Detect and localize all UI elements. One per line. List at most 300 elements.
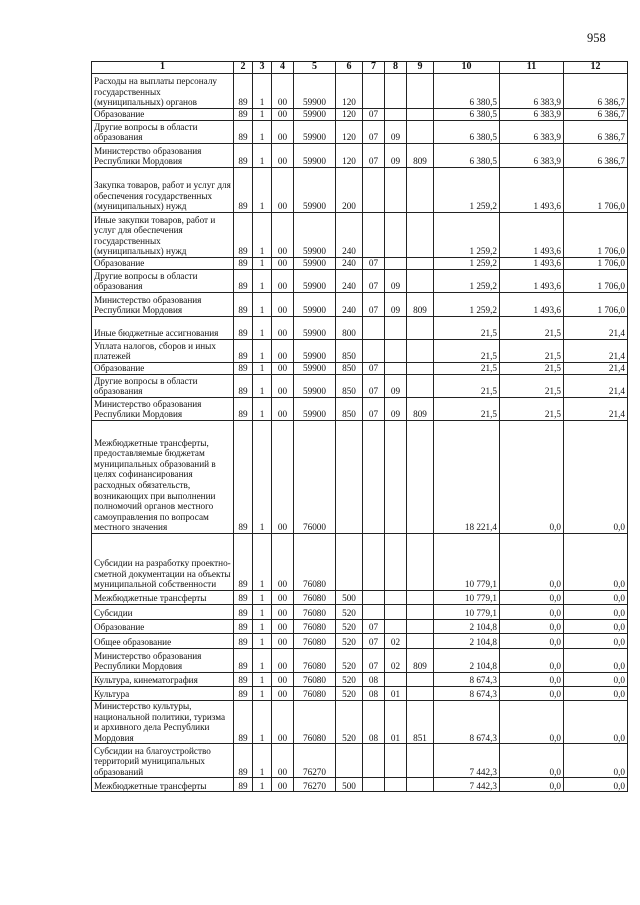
row-value-cell bbox=[407, 121, 434, 144]
row-value-cell bbox=[407, 168, 434, 213]
row-value-cell: 21,4 bbox=[564, 363, 628, 375]
row-value-cell: 89 bbox=[234, 363, 253, 375]
row-value-cell: 21,5 bbox=[434, 340, 500, 363]
row-value-cell: 120 bbox=[336, 109, 363, 121]
row-label-cell: Уплата налогов, сборов и иных платежей bbox=[92, 340, 234, 363]
header-cell: 7 bbox=[363, 62, 385, 74]
row-value-cell: 120 bbox=[336, 74, 363, 109]
row-value-cell: 800 bbox=[336, 317, 363, 340]
row-value-cell: 200 bbox=[336, 168, 363, 213]
table-row bbox=[92, 121, 628, 144]
row-value-cell: 2 104,8 bbox=[434, 620, 500, 634]
row-value-cell: 0,0 bbox=[500, 591, 564, 605]
row-value-cell: 07 bbox=[363, 363, 385, 375]
row-value-cell bbox=[363, 778, 385, 792]
row-value-cell bbox=[363, 591, 385, 605]
row-value-cell: 850 bbox=[336, 398, 363, 421]
row-value-cell: 1 493,6 bbox=[500, 213, 564, 258]
row-value-cell: 0,0 bbox=[500, 634, 564, 649]
row-label-cell: Другие вопросы в области образования bbox=[92, 375, 234, 398]
row-value-cell: 18 221,4 bbox=[434, 421, 500, 534]
row-value-cell bbox=[407, 109, 434, 121]
row-label-cell: Межбюджетные трансферты bbox=[92, 591, 234, 605]
row-value-cell: 00 bbox=[272, 270, 294, 293]
row-value-cell: 02 bbox=[385, 649, 407, 673]
row-value-cell: 0,0 bbox=[500, 605, 564, 620]
row-value-cell: 76080 bbox=[294, 673, 336, 687]
row-value-cell bbox=[363, 213, 385, 258]
table-row bbox=[92, 375, 628, 398]
row-value-cell: 89 bbox=[234, 634, 253, 649]
row-value-cell: 00 bbox=[272, 74, 294, 109]
table-row bbox=[92, 398, 628, 421]
row-value-cell: 520 bbox=[336, 649, 363, 673]
row-value-cell: 00 bbox=[272, 375, 294, 398]
table-row bbox=[92, 591, 628, 605]
row-value-cell: 8 674,3 bbox=[434, 701, 500, 744]
row-value-cell: 0,0 bbox=[500, 778, 564, 792]
row-value-cell: 500 bbox=[336, 591, 363, 605]
row-value-cell: 00 bbox=[272, 258, 294, 270]
row-label-cell: Министерство образования Республики Мордовия bbox=[92, 649, 234, 673]
row-value-cell: 1 bbox=[253, 620, 272, 634]
row-value-cell bbox=[407, 673, 434, 687]
row-value-cell: 0,0 bbox=[564, 421, 628, 534]
row-value-cell: 2 104,8 bbox=[434, 634, 500, 649]
table-row bbox=[92, 363, 628, 375]
row-label-cell: Образование bbox=[92, 258, 234, 270]
table-row bbox=[92, 673, 628, 687]
table-row bbox=[92, 620, 628, 634]
row-value-cell: 520 bbox=[336, 620, 363, 634]
row-value-cell: 120 bbox=[336, 121, 363, 144]
row-value-cell: 1 706,0 bbox=[564, 293, 628, 317]
row-value-cell: 1 bbox=[253, 687, 272, 701]
table-row bbox=[92, 634, 628, 649]
row-value-cell: 07 bbox=[363, 144, 385, 168]
header-cell: 1 bbox=[92, 62, 234, 74]
row-value-cell: 00 bbox=[272, 778, 294, 792]
row-value-cell: 6 386,7 bbox=[564, 109, 628, 121]
row-value-cell: 59900 bbox=[294, 258, 336, 270]
row-value-cell: 89 bbox=[234, 687, 253, 701]
row-label-cell: Культура, кинематография bbox=[92, 673, 234, 687]
table-row bbox=[92, 421, 628, 534]
row-value-cell: 0,0 bbox=[564, 605, 628, 620]
page-number: 958 bbox=[587, 31, 606, 45]
header-cell: 11 bbox=[500, 62, 564, 74]
row-value-cell: 89 bbox=[234, 74, 253, 109]
row-value-cell bbox=[385, 340, 407, 363]
row-value-cell bbox=[407, 534, 434, 591]
row-label-cell: Другие вопросы в области образования bbox=[92, 270, 234, 293]
table-header-row bbox=[92, 62, 628, 74]
row-value-cell: 00 bbox=[272, 109, 294, 121]
row-value-cell bbox=[385, 620, 407, 634]
row-value-cell bbox=[407, 620, 434, 634]
row-value-cell bbox=[363, 744, 385, 778]
row-label-cell: Субсидии на благоустройство территорий муниципальных образований bbox=[92, 744, 234, 778]
row-value-cell: 0,0 bbox=[564, 673, 628, 687]
row-value-cell: 1 bbox=[253, 74, 272, 109]
row-value-cell: 21,5 bbox=[434, 317, 500, 340]
row-value-cell bbox=[407, 340, 434, 363]
row-value-cell: 59900 bbox=[294, 144, 336, 168]
header-cell: 2 bbox=[234, 62, 253, 74]
row-value-cell: 240 bbox=[336, 293, 363, 317]
row-label-cell: Министерство образования Республики Мордовия bbox=[92, 144, 234, 168]
row-value-cell: 0,0 bbox=[500, 701, 564, 744]
row-value-cell bbox=[407, 778, 434, 792]
row-value-cell bbox=[363, 340, 385, 363]
row-value-cell: 1 bbox=[253, 317, 272, 340]
row-value-cell: 00 bbox=[272, 421, 294, 534]
row-value-cell: 809 bbox=[407, 144, 434, 168]
row-value-cell: 89 bbox=[234, 673, 253, 687]
row-value-cell: 500 bbox=[336, 778, 363, 792]
row-label-cell: Межбюджетные трансферты, предоставляемые бюджетам муниципальных образований в целях софинансирования расходных обязательств, возникающих при выполнении полномочий органов местного самоуправления по вопросам местного значения bbox=[92, 421, 234, 534]
row-value-cell: 8 674,3 bbox=[434, 687, 500, 701]
row-label-cell: Образование bbox=[92, 109, 234, 121]
row-value-cell: 89 bbox=[234, 398, 253, 421]
row-value-cell: 0,0 bbox=[564, 591, 628, 605]
row-value-cell: 21,5 bbox=[500, 317, 564, 340]
row-value-cell: 59900 bbox=[294, 363, 336, 375]
row-label-cell: Другие вопросы в области образования bbox=[92, 121, 234, 144]
row-value-cell: 0,0 bbox=[500, 649, 564, 673]
row-value-cell: 00 bbox=[272, 121, 294, 144]
row-value-cell bbox=[407, 270, 434, 293]
row-value-cell bbox=[385, 421, 407, 534]
table-row bbox=[92, 340, 628, 363]
row-value-cell: 00 bbox=[272, 649, 294, 673]
row-value-cell: 09 bbox=[385, 398, 407, 421]
row-value-cell: 21,5 bbox=[500, 340, 564, 363]
table-row bbox=[92, 605, 628, 620]
row-value-cell: 00 bbox=[272, 363, 294, 375]
row-value-cell: 1 259,2 bbox=[434, 293, 500, 317]
row-value-cell: 1 bbox=[253, 375, 272, 398]
row-value-cell: 1 493,6 bbox=[500, 293, 564, 317]
row-value-cell bbox=[407, 634, 434, 649]
header-cell: 8 bbox=[385, 62, 407, 74]
row-value-cell: 0,0 bbox=[500, 744, 564, 778]
row-value-cell: 10 779,1 bbox=[434, 534, 500, 591]
row-value-cell: 59900 bbox=[294, 121, 336, 144]
row-value-cell: 0,0 bbox=[564, 634, 628, 649]
row-value-cell: 59900 bbox=[294, 398, 336, 421]
row-value-cell: 00 bbox=[272, 634, 294, 649]
row-value-cell bbox=[407, 258, 434, 270]
row-label-cell: Министерство образования Республики Мордовия bbox=[92, 398, 234, 421]
row-value-cell: 00 bbox=[272, 605, 294, 620]
row-value-cell: 10 779,1 bbox=[434, 605, 500, 620]
table-row bbox=[92, 270, 628, 293]
row-value-cell: 21,4 bbox=[564, 317, 628, 340]
row-value-cell: 1 706,0 bbox=[564, 258, 628, 270]
row-label-cell: Расходы на выплаты персоналу государственных (муниципальных) органов bbox=[92, 74, 234, 109]
row-value-cell: 89 bbox=[234, 270, 253, 293]
row-value-cell: 6 386,7 bbox=[564, 144, 628, 168]
table-row bbox=[92, 74, 628, 109]
row-value-cell: 89 bbox=[234, 121, 253, 144]
row-value-cell: 0,0 bbox=[564, 649, 628, 673]
row-value-cell: 59900 bbox=[294, 74, 336, 109]
row-value-cell: 07 bbox=[363, 121, 385, 144]
row-value-cell: 09 bbox=[385, 121, 407, 144]
row-value-cell: 76080 bbox=[294, 649, 336, 673]
row-value-cell: 89 bbox=[234, 605, 253, 620]
row-value-cell bbox=[385, 778, 407, 792]
row-label-cell: Субсидии bbox=[92, 605, 234, 620]
table-row bbox=[92, 534, 628, 591]
row-value-cell: 0,0 bbox=[564, 778, 628, 792]
row-value-cell: 59900 bbox=[294, 168, 336, 213]
row-value-cell: 89 bbox=[234, 421, 253, 534]
row-value-cell bbox=[363, 605, 385, 620]
row-value-cell: 89 bbox=[234, 258, 253, 270]
row-value-cell: 59900 bbox=[294, 375, 336, 398]
row-value-cell bbox=[385, 591, 407, 605]
row-value-cell: 00 bbox=[272, 213, 294, 258]
row-value-cell bbox=[385, 363, 407, 375]
row-value-cell: 76080 bbox=[294, 687, 336, 701]
row-value-cell: 850 bbox=[336, 340, 363, 363]
row-value-cell: 7 442,3 bbox=[434, 744, 500, 778]
table-row bbox=[92, 744, 628, 778]
row-value-cell: 00 bbox=[272, 317, 294, 340]
row-label-cell: Министерство образования Республики Мордовия bbox=[92, 293, 234, 317]
row-value-cell: 76080 bbox=[294, 534, 336, 591]
row-label-cell: Общее образование bbox=[92, 634, 234, 649]
row-value-cell: 08 bbox=[363, 673, 385, 687]
row-value-cell: 6 383,9 bbox=[500, 121, 564, 144]
row-value-cell bbox=[385, 744, 407, 778]
row-value-cell: 1 259,2 bbox=[434, 258, 500, 270]
row-value-cell: 09 bbox=[385, 293, 407, 317]
row-value-cell: 76080 bbox=[294, 634, 336, 649]
row-value-cell: 6 386,7 bbox=[564, 121, 628, 144]
row-value-cell bbox=[385, 74, 407, 109]
row-value-cell: 1 bbox=[253, 673, 272, 687]
row-value-cell bbox=[407, 605, 434, 620]
row-value-cell bbox=[385, 109, 407, 121]
row-value-cell: 89 bbox=[234, 213, 253, 258]
row-value-cell: 89 bbox=[234, 293, 253, 317]
row-value-cell: 07 bbox=[363, 293, 385, 317]
row-value-cell: 6 383,9 bbox=[500, 74, 564, 109]
row-value-cell: 1 bbox=[253, 778, 272, 792]
row-value-cell: 76080 bbox=[294, 620, 336, 634]
row-value-cell: 00 bbox=[272, 701, 294, 744]
row-value-cell: 09 bbox=[385, 270, 407, 293]
row-value-cell bbox=[385, 213, 407, 258]
row-value-cell: 6 380,5 bbox=[434, 144, 500, 168]
row-value-cell: 1 bbox=[253, 340, 272, 363]
row-value-cell: 1 259,2 bbox=[434, 168, 500, 213]
row-value-cell: 00 bbox=[272, 340, 294, 363]
table-row bbox=[92, 213, 628, 258]
table-row bbox=[92, 293, 628, 317]
row-value-cell: 00 bbox=[272, 398, 294, 421]
row-value-cell: 1 bbox=[253, 744, 272, 778]
row-value-cell: 6 380,5 bbox=[434, 121, 500, 144]
row-value-cell: 89 bbox=[234, 340, 253, 363]
row-value-cell: 1 706,0 bbox=[564, 168, 628, 213]
row-value-cell: 2 104,8 bbox=[434, 649, 500, 673]
row-value-cell: 809 bbox=[407, 398, 434, 421]
row-value-cell: 59900 bbox=[294, 270, 336, 293]
row-value-cell: 240 bbox=[336, 258, 363, 270]
row-value-cell bbox=[407, 744, 434, 778]
row-value-cell: 00 bbox=[272, 168, 294, 213]
row-value-cell: 08 bbox=[363, 687, 385, 701]
row-value-cell: 0,0 bbox=[500, 620, 564, 634]
row-value-cell: 89 bbox=[234, 778, 253, 792]
row-value-cell: 00 bbox=[272, 293, 294, 317]
row-value-cell: 76000 bbox=[294, 421, 336, 534]
row-value-cell bbox=[363, 74, 385, 109]
row-value-cell: 1 bbox=[253, 293, 272, 317]
row-value-cell bbox=[385, 168, 407, 213]
row-value-cell: 1 493,6 bbox=[500, 168, 564, 213]
header-cell: 9 bbox=[407, 62, 434, 74]
row-value-cell: 76080 bbox=[294, 701, 336, 744]
row-value-cell: 59900 bbox=[294, 213, 336, 258]
row-value-cell: 01 bbox=[385, 687, 407, 701]
table-row bbox=[92, 109, 628, 121]
table-row bbox=[92, 778, 628, 792]
row-value-cell bbox=[407, 213, 434, 258]
row-value-cell bbox=[407, 375, 434, 398]
row-value-cell: 00 bbox=[272, 673, 294, 687]
row-value-cell: 89 bbox=[234, 620, 253, 634]
row-value-cell: 0,0 bbox=[500, 687, 564, 701]
row-value-cell bbox=[385, 673, 407, 687]
row-value-cell: 00 bbox=[272, 687, 294, 701]
row-value-cell: 0,0 bbox=[564, 620, 628, 634]
row-value-cell: 6 380,5 bbox=[434, 109, 500, 121]
row-value-cell: 07 bbox=[363, 620, 385, 634]
row-value-cell: 520 bbox=[336, 605, 363, 620]
row-value-cell: 520 bbox=[336, 634, 363, 649]
row-value-cell: 59900 bbox=[294, 293, 336, 317]
row-value-cell: 89 bbox=[234, 375, 253, 398]
row-value-cell: 08 bbox=[363, 701, 385, 744]
row-value-cell: 1 706,0 bbox=[564, 213, 628, 258]
row-value-cell: 1 259,2 bbox=[434, 270, 500, 293]
row-value-cell: 120 bbox=[336, 144, 363, 168]
row-value-cell: 1 706,0 bbox=[564, 270, 628, 293]
row-value-cell: 1 bbox=[253, 270, 272, 293]
row-value-cell: 850 bbox=[336, 375, 363, 398]
header-cell: 6 bbox=[336, 62, 363, 74]
row-value-cell: 59900 bbox=[294, 109, 336, 121]
row-value-cell: 89 bbox=[234, 109, 253, 121]
row-value-cell: 520 bbox=[336, 687, 363, 701]
row-value-cell bbox=[385, 534, 407, 591]
row-value-cell: 520 bbox=[336, 673, 363, 687]
table-row bbox=[92, 317, 628, 340]
header-cell: 10 bbox=[434, 62, 500, 74]
row-value-cell: 07 bbox=[363, 634, 385, 649]
row-value-cell: 0,0 bbox=[564, 744, 628, 778]
row-value-cell: 1 bbox=[253, 398, 272, 421]
row-value-cell: 89 bbox=[234, 317, 253, 340]
row-label-cell: Иные закупки товаров, работ и услуг для обеспечения государственных (муниципальных) нужд bbox=[92, 213, 234, 258]
row-value-cell: 851 bbox=[407, 701, 434, 744]
row-value-cell: 21,5 bbox=[434, 363, 500, 375]
row-value-cell: 00 bbox=[272, 144, 294, 168]
row-value-cell: 07 bbox=[363, 270, 385, 293]
row-value-cell: 07 bbox=[363, 649, 385, 673]
row-value-cell: 1 bbox=[253, 121, 272, 144]
row-value-cell: 02 bbox=[385, 634, 407, 649]
row-value-cell: 07 bbox=[363, 109, 385, 121]
row-value-cell: 1 bbox=[253, 363, 272, 375]
row-value-cell: 1 259,2 bbox=[434, 213, 500, 258]
row-value-cell bbox=[336, 421, 363, 534]
row-value-cell: 10 779,1 bbox=[434, 591, 500, 605]
row-value-cell: 01 bbox=[385, 701, 407, 744]
row-value-cell: 89 bbox=[234, 591, 253, 605]
row-label-cell: Культура bbox=[92, 687, 234, 701]
header-cell: 3 bbox=[253, 62, 272, 74]
row-value-cell bbox=[363, 168, 385, 213]
row-value-cell bbox=[336, 744, 363, 778]
row-value-cell: 1 bbox=[253, 421, 272, 534]
row-value-cell: 0,0 bbox=[500, 421, 564, 534]
row-value-cell bbox=[385, 258, 407, 270]
table-row bbox=[92, 649, 628, 673]
row-value-cell: 89 bbox=[234, 534, 253, 591]
row-label-cell: Субсидии на разработку проектно-сметной документации на объекты муниципальной собственности bbox=[92, 534, 234, 591]
row-label-cell: Иные бюджетные ассигнования bbox=[92, 317, 234, 340]
row-value-cell: 21,5 bbox=[500, 398, 564, 421]
row-value-cell bbox=[385, 605, 407, 620]
row-value-cell: 1 bbox=[253, 534, 272, 591]
row-value-cell: 21,4 bbox=[564, 340, 628, 363]
row-value-cell bbox=[407, 591, 434, 605]
table-row bbox=[92, 144, 628, 168]
row-value-cell: 00 bbox=[272, 591, 294, 605]
row-value-cell: 00 bbox=[272, 534, 294, 591]
row-value-cell bbox=[407, 687, 434, 701]
row-value-cell: 1 bbox=[253, 649, 272, 673]
row-value-cell: 0,0 bbox=[500, 534, 564, 591]
row-value-cell: 21,5 bbox=[500, 363, 564, 375]
table-row bbox=[92, 687, 628, 701]
row-value-cell: 21,4 bbox=[564, 398, 628, 421]
row-value-cell: 1 bbox=[253, 144, 272, 168]
budget-table bbox=[91, 61, 628, 792]
row-value-cell: 07 bbox=[363, 375, 385, 398]
header-cell: 5 bbox=[294, 62, 336, 74]
row-value-cell: 1 bbox=[253, 109, 272, 121]
table-row bbox=[92, 258, 628, 270]
row-value-cell: 00 bbox=[272, 744, 294, 778]
row-value-cell: 21,5 bbox=[434, 398, 500, 421]
row-label-cell: Образование bbox=[92, 363, 234, 375]
row-label-cell: Образование bbox=[92, 620, 234, 634]
table-row bbox=[92, 701, 628, 744]
row-value-cell bbox=[363, 534, 385, 591]
row-value-cell: 59900 bbox=[294, 317, 336, 340]
row-value-cell: 21,5 bbox=[434, 375, 500, 398]
row-label-cell: Министерство культуры, национальной политики, туризма и архивного дела Республики Мордовия bbox=[92, 701, 234, 744]
row-value-cell: 6 380,5 bbox=[434, 74, 500, 109]
row-value-cell: 76080 bbox=[294, 591, 336, 605]
